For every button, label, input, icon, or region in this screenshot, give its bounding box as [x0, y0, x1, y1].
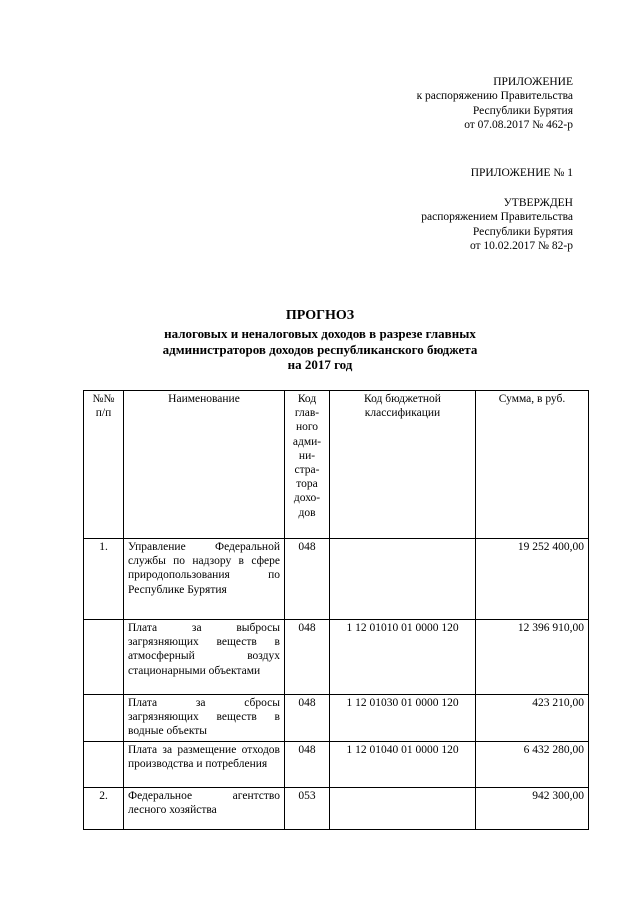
subtitle-line: на 2017 год	[287, 357, 353, 372]
header-line: Код	[297, 393, 317, 405]
document-title: ПРОГНОЗ	[285, 308, 355, 323]
header-line: п/п	[95, 407, 112, 420]
subtitle-line: налоговых и неналоговых доходов в разрезе главных	[164, 326, 476, 341]
appendix-date: от 07.08.2017 № 462-р	[464, 119, 573, 132]
row-name: Управление Федеральной службы по надзору в сфере природопользования по Республике Бурятия	[124, 539, 285, 620]
row-kbk	[330, 787, 476, 829]
approval-line: Республики Бурятия	[472, 225, 573, 238]
table-header-row	[84, 391, 589, 539]
header-line: Код бюджетной	[364, 393, 441, 405]
approval-title: УТВЕРЖДЕН	[503, 197, 573, 209]
row-admin-code: 048	[285, 695, 330, 742]
appendix-header	[417, 75, 573, 133]
row-sum: 423 210,00	[476, 695, 589, 742]
approval-header	[421, 196, 573, 254]
appendix-line: Республики Бурятия	[472, 104, 573, 117]
row-kbk	[330, 539, 476, 620]
header-name: Наименование	[124, 391, 285, 539]
header-line: глав-	[294, 407, 320, 420]
row-kbk: 1 12 01010 01 0000 120	[330, 620, 476, 695]
appendix-number: ПРИЛОЖЕНИЕ № 1	[470, 167, 573, 179]
header-line: тора	[296, 478, 318, 491]
row-num: 2.	[84, 787, 124, 829]
row-admin-code: 048	[285, 620, 330, 695]
subtitle-line: администраторов доходов республиканского бюджета	[162, 341, 478, 357]
row-sum: 12 396 910,00	[476, 620, 589, 695]
row-num: 1.	[84, 539, 124, 620]
document-subtitle	[0, 326, 640, 373]
appendix-line: к распоряжению Правительства	[416, 90, 573, 103]
header-line: адми-	[292, 435, 322, 448]
header-line: стра-	[294, 464, 320, 477]
row-kbk: 1 12 01040 01 0000 120	[330, 741, 476, 787]
header-line: дов	[298, 506, 316, 519]
table-row	[84, 787, 589, 829]
row-name: Плата за сбросы загрязняющих веществ в водные объекты	[124, 695, 285, 742]
table-row	[84, 695, 589, 742]
row-admin-code: 048	[285, 539, 330, 620]
appendix-title: ПРИЛОЖЕНИЕ	[493, 76, 573, 88]
table-row	[84, 741, 589, 787]
row-admin-code: 048	[285, 741, 330, 787]
row-num	[84, 741, 124, 787]
table-row	[84, 620, 589, 695]
header-line: №№	[92, 393, 115, 405]
row-kbk: 1 12 01030 01 0000 120	[330, 695, 476, 742]
header-line: ни-	[298, 449, 316, 462]
row-sum: 19 252 400,00	[476, 539, 589, 620]
approval-date: от 10.02.2017 № 82-р	[469, 240, 573, 253]
header-sum: Сумма, в руб.	[476, 391, 589, 539]
row-num	[84, 620, 124, 695]
approval-line: распоряжением Правительства	[421, 211, 573, 224]
revenue-forecast-table	[83, 390, 589, 830]
header-admin-code	[285, 391, 330, 539]
row-name: Федеральное агентство лесного хозяйства	[124, 787, 285, 829]
row-name: Плата за размещение отходов производства и потребления	[124, 741, 285, 787]
row-num	[84, 695, 124, 742]
header-line: дохо-	[293, 492, 321, 505]
table-row	[84, 539, 589, 620]
header-line: классификации	[364, 407, 441, 420]
header-num	[84, 391, 124, 539]
row-name: Плата за выбросы загрязняющих веществ в атмосферный воздух стационарными объектами	[124, 620, 285, 695]
header-line: ного	[295, 421, 319, 434]
row-sum: 942 300,00	[476, 787, 589, 829]
row-admin-code: 053	[285, 787, 330, 829]
row-sum: 6 432 280,00	[476, 741, 589, 787]
header-kbk	[330, 391, 476, 539]
